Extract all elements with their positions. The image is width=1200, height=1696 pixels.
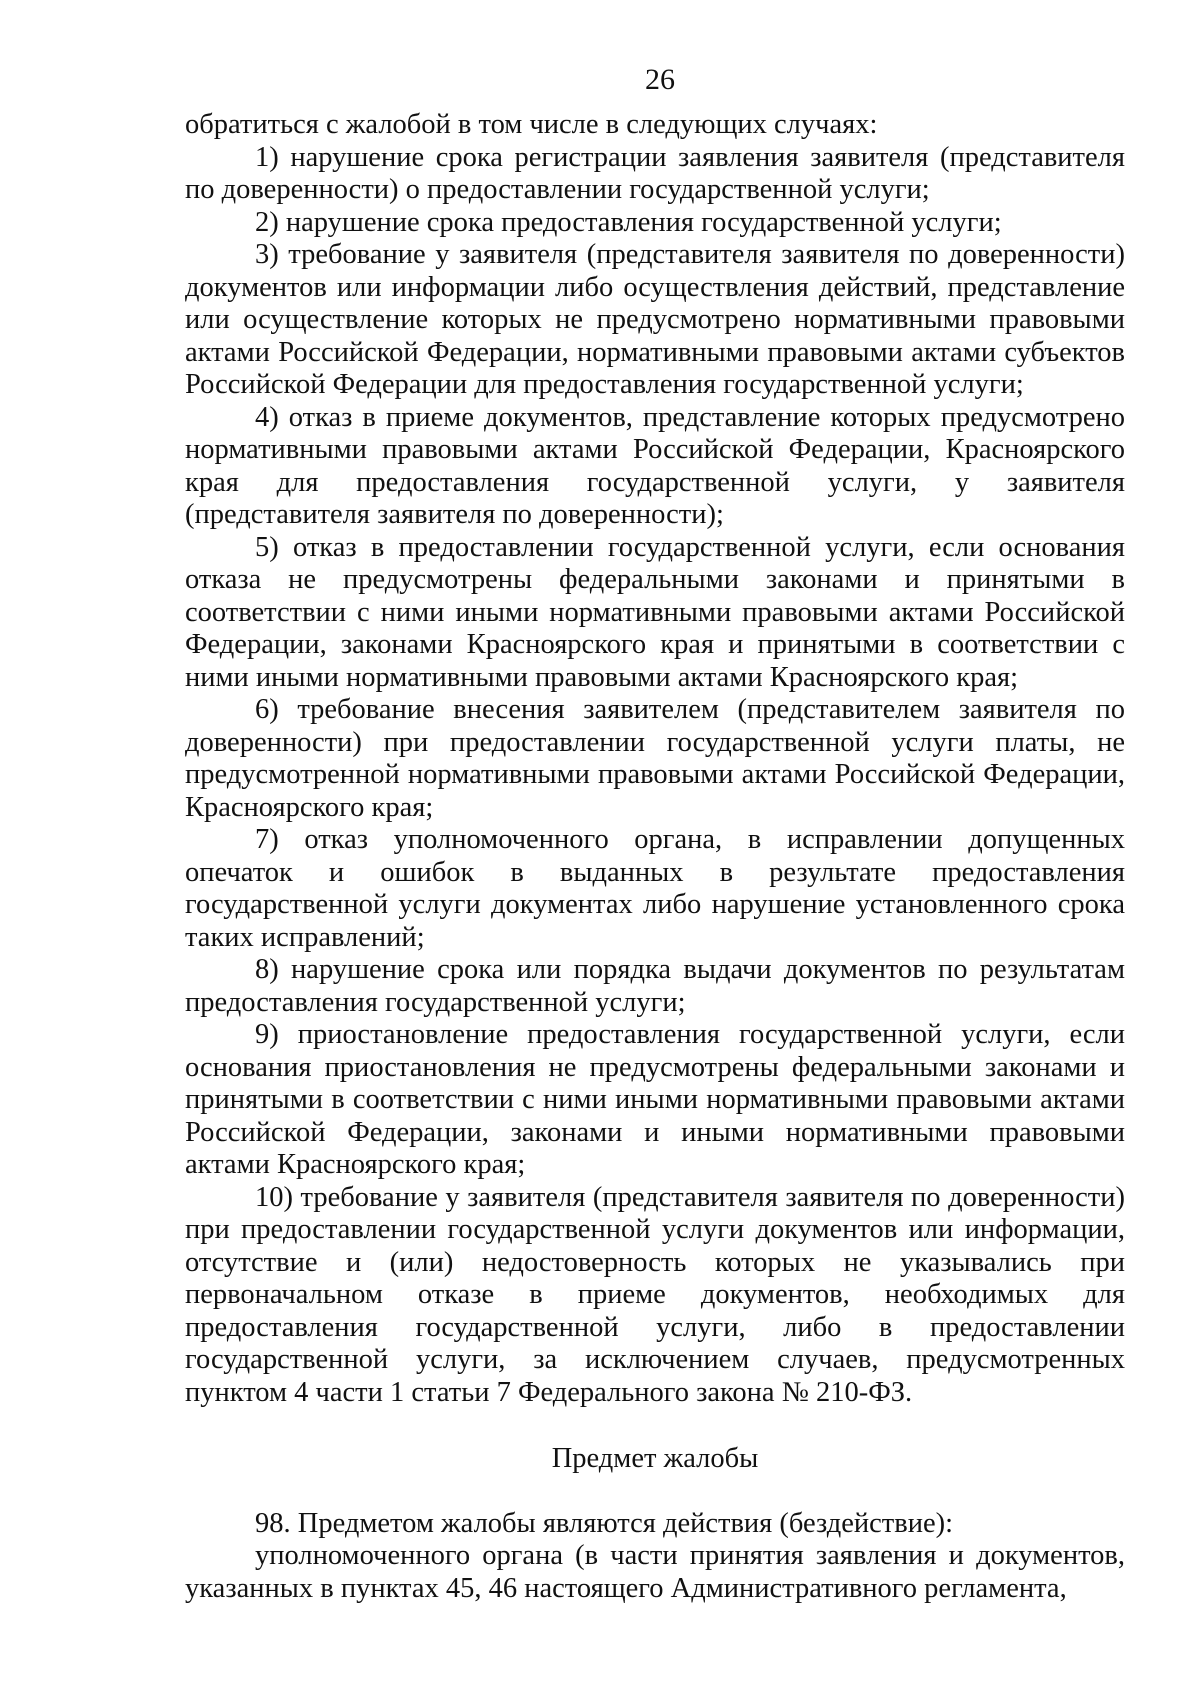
list-item-10: 10) требование у заявителя (представителя заявителя по доверенности) при предоставлении государственной услуги документов или информации, отсутствие и (или) недостоверность которых не указывались при первоначальном отказе в приеме документов, необходимых для предоставления государственной услуги, либо в предоставлении государственной услуги, за исключением случаев, предусмотренных пунктом 4 части 1 статьи 7 Федерального закона № 210-ФЗ. bbox=[185, 1181, 1125, 1408]
list-item-8: 8) нарушение срока или порядка выдачи документов по результатам предоставления государственной услуги; bbox=[185, 954, 1125, 1018]
section-paragraph-continued: уполномоченного органа (в части принятия заявления и документов, указанных в пунктах 45, 46 настоящего Административного регламента, bbox=[185, 1540, 1125, 1604]
list-item-5: 5) отказ в предоставлении государственной услуги, если основания отказа не предусмотрены федеральными законами и принятыми в соответствии с ними иными нормативными правовыми актами Российской Федерации, законами Красноярского края и принятыми в соответствии с ними иными нормативными правовыми актами Красноярского края; bbox=[185, 531, 1125, 693]
list-item-1: 1) нарушение срока регистрации заявления заявителя (представителя по доверенности) о предоставлении государственной услуги; bbox=[185, 141, 1125, 205]
intro-paragraph: обратиться с жалобой в том числе в следующих случаях: bbox=[185, 109, 878, 140]
document-body bbox=[185, 109, 1125, 1605]
list-item-3: 3) требование у заявителя (представителя заявителя по доверенности) документов или информации либо осуществления действий, представление или осуществление которых не предусмотрено нормативными правовыми актами Российской Федерации, нормативными правовыми актами субъектов Российской Федерации для предоставления государственной услуги; bbox=[185, 239, 1125, 400]
list-item-7: 7) отказ уполномоченного органа, в исправлении допущенных опечаток и ошибок в выданных в результате предоставления государственной услуги документах либо нарушение установленного срока таких исправлений; bbox=[185, 824, 1125, 953]
section-heading: Предмет жалобы bbox=[551, 1443, 759, 1474]
list-item-4: 4) отказ в приеме документов, представление которых предусмотрено нормативными правовыми актами Российской Федерации, Красноярского края для предоставления государственной услуги, у заявителя (представителя заявителя по доверенности); bbox=[185, 401, 1125, 530]
list-item-6: 6) требование внесения заявителем (представителем заявителя по доверенности) при предоставлении государственной услуги платы, не предусмотренной нормативными правовыми актами Российской Федерации, Красноярского края; bbox=[185, 694, 1125, 823]
list-item-2: 2) нарушение срока предоставления государственной услуги; bbox=[255, 206, 1002, 238]
list-item-9: 9) приостановление предоставления государственной услуги, если основания приостановления не предусмотрены федеральными законами и принятыми в соответствии с ними иными нормативными правовыми актами Российской Федерации, законами и иными нормативными правовыми актами Красноярского края; bbox=[185, 1019, 1125, 1180]
section-paragraph-98: 98. Предметом жалобы являются действия (бездействие): bbox=[255, 1507, 954, 1539]
page-number: 26 bbox=[645, 63, 675, 96]
